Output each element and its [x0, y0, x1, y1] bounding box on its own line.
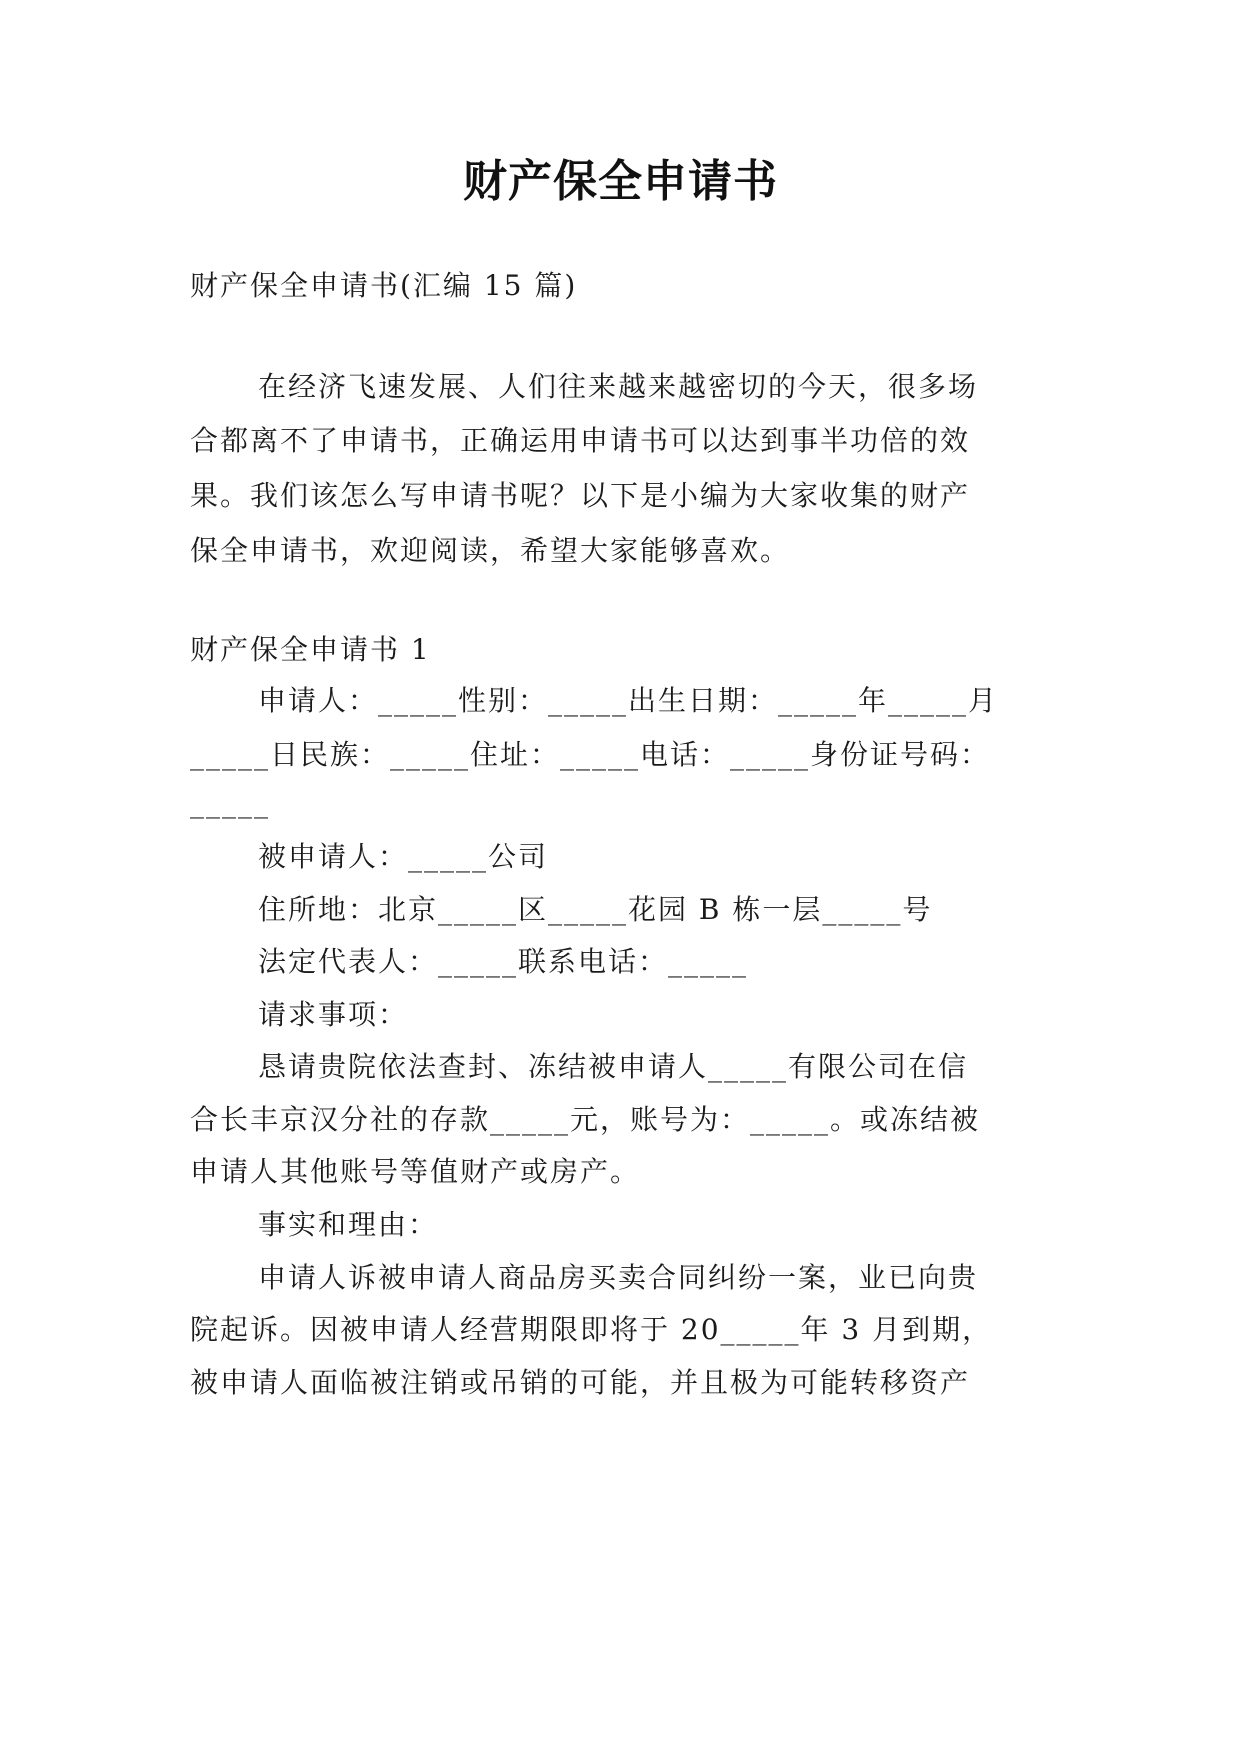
request-heading: 请求事项：: [258, 998, 409, 1031]
applicant-line-3: _____: [190, 786, 270, 819]
intro-line-2: 合都离不了申请书，正确运用申请书可以达到事半功倍的效: [190, 424, 971, 457]
intro-line-4: 保全申请书，欢迎阅读，希望大家能够喜欢。: [190, 534, 791, 567]
request-line-1: 恳请贵院依法查封、冻结被申请人_____有限公司在信: [258, 1050, 969, 1083]
applicant-line-1: 申请人：_____性别：_____出生日期：_____年_____月: [258, 684, 999, 717]
respondent-line: 被申请人：_____公司: [258, 840, 549, 873]
legal-rep-line: 法定代表人：_____联系电话：_____: [258, 945, 749, 978]
request-line-3: 申请人其他账号等值财产或房产。: [190, 1155, 641, 1188]
intro-line-1: 在经济飞速发展、人们往来越来越密切的今天，很多场: [258, 370, 979, 403]
facts-line-2: 院起诉。因被申请人经营期限即将于 20_____年 3 月到期，: [190, 1313, 993, 1346]
facts-line-3: 被申请人面临被注销或吊销的可能，并且极为可能转移资产: [190, 1366, 971, 1399]
applicant-line-2: _____日民族：_____住址：_____电话：_____身份证号码：: [190, 738, 991, 771]
request-line-2: 合长丰京汉分社的存款_____元，账号为：_____。或冻结被: [190, 1103, 981, 1136]
intro-line-3: 果。我们该怎么写申请书呢？以下是小编为大家收集的财产: [190, 479, 971, 512]
section-heading: 财产保全申请书 1: [190, 633, 431, 666]
facts-line-1: 申请人诉被申请人商品房买卖合同纠纷一案，业已向贵: [258, 1261, 979, 1294]
document-title: 财产保全申请书: [463, 156, 778, 207]
document-subtitle: 财产保全申请书(汇编 15 篇): [190, 269, 578, 302]
facts-heading: 事实和理由：: [258, 1208, 439, 1241]
address-line: 住所地：北京_____区_____花园 B 栋一层_____号: [258, 893, 933, 926]
